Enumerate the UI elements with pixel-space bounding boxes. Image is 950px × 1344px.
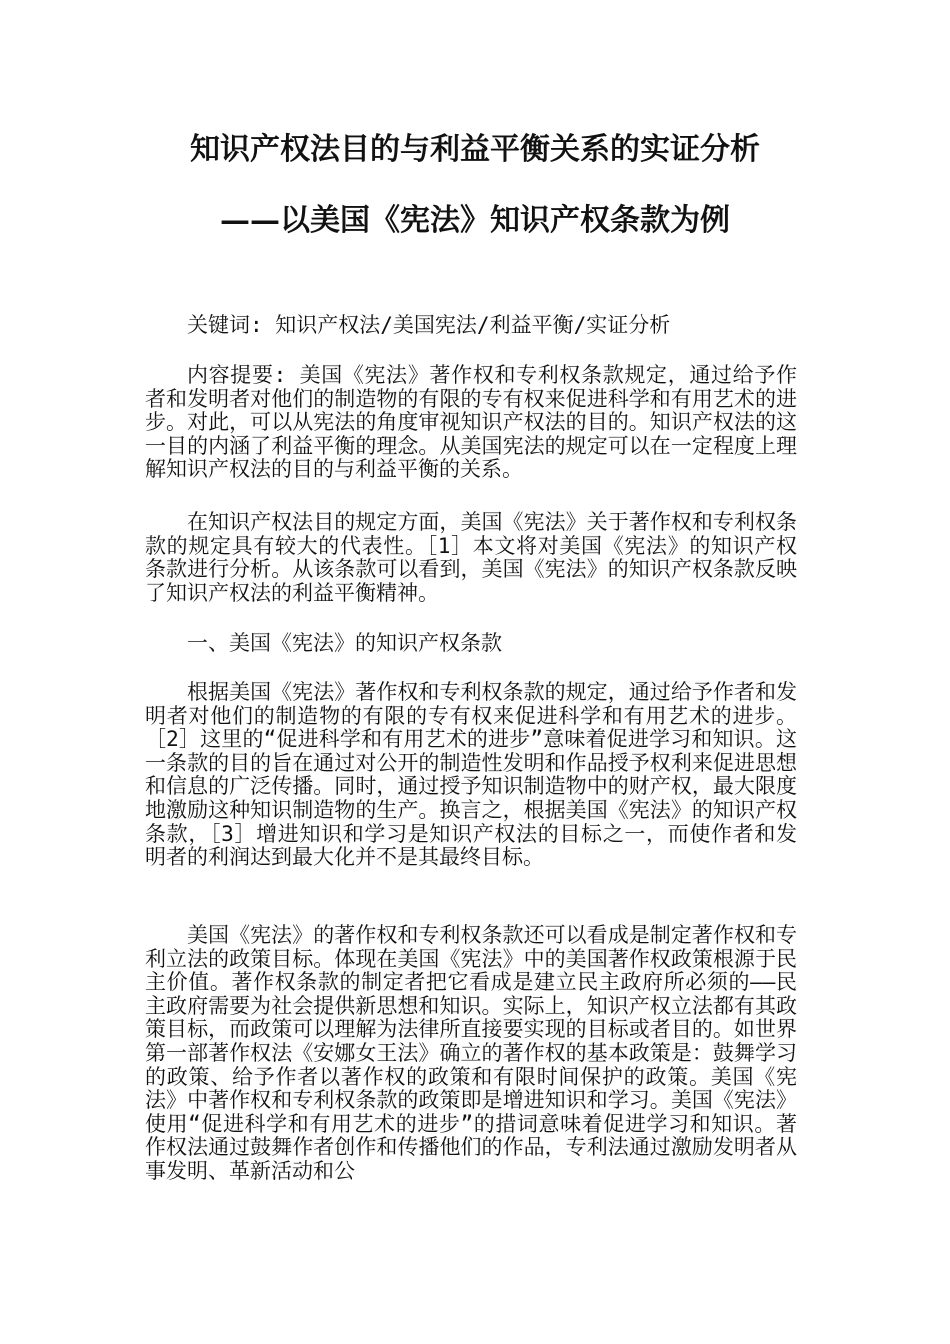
intro-paragraph: 在知识产权法目的规定方面，美国《宪法》关于著作权和专利权条款的规定具有较大的代表性。［1］本文将对美国《宪法》的知识产权条款进行分析。从该条款可以看到，美国《宪法》的知识产权条款反映了知识产权法的利益平衡精神。 bbox=[145, 510, 797, 605]
document-title: 知识产权法目的与利益平衡关系的实证分析 bbox=[190, 132, 760, 167]
section-heading: 一、美国《宪法》的知识产权条款 bbox=[187, 631, 502, 655]
keywords-paragraph: 关键词: 知识产权法/美国宪法/利益平衡/实证分析 bbox=[187, 313, 671, 337]
body-paragraph: 美国《宪法》的著作权和专利权条款还可以看成是制定著作权和专利立法的政策目标。体现在美国《宪法》中的美国著作权政策根源于民主价值。著作权条款的制定者把它看成是建立民主政府所必须的——民主政府需要为社会提供新思想和知识。实际上，知识产权立法都有其政策目标，而政策可以理解为法律所直接要实现的目标或者目的。如世界第一部著作权法《安娜女王法》确立的著作权的基本政策是：鼓舞学习的政策、给予作者以著作权的政策和有限时间保护的政策。美国《宪法》中著作权和专利权条款的政策即是增进知识和学习。美国《宪法》使用“促进科学和有用艺术的进步”的措词意味着促进学习和知识。著作权法通过鼓舞作者创作和传播他们的作品，专利法通过激励发明者从事发明、革新活动和公 bbox=[145, 923, 797, 1183]
abstract-paragraph: 内容提要: 美国《宪法》著作权和专利权条款规定，通过给予作者和发明者对他们的制造物的有限的专有权来促进科学和有用艺术的进步。对此，可以从宪法的角度审视知识产权法的目的。知识产权法的这一目的内涵了利益平衡的理念。从美国宪法的规定可以在一定程度上理解知识产权法的目的与利益平衡的关系。 bbox=[145, 363, 797, 482]
body-paragraph: 根据美国《宪法》著作权和专利权条款的规定，通过给予作者和发明者对他们的制造物的有限的专有权来促进科学和有用艺术的进步。［2］这里的“促进科学和有用艺术的进步”意味着促进学习和知识。这一条款的目的旨在通过对公开的制造性发明和作品授予权利来促进思想和信息的广泛传播。同时，通过授予知识制造物中的财产权，最大限度地激励这种知识制造物的生产。换言之，根据美国《宪法》的知识产权条款，［3］增进知识和学习是知识产权法的目标之一，而使作者和发明者的利润达到最大化并不是其最终目标。 bbox=[145, 680, 797, 870]
document-subtitle: ——以美国《宪法》知识产权条款为例 bbox=[220, 203, 730, 238]
